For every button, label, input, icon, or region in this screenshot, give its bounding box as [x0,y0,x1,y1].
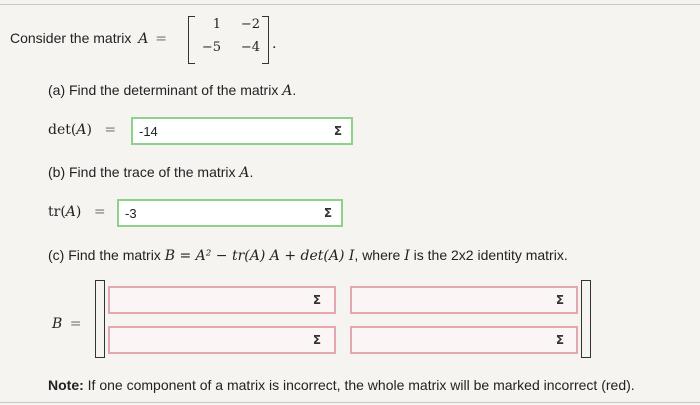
note-text: Note: If one component of a matrix is incorrect, the whole matrix will be marked incorrect (red). [48,377,635,393]
top-divider [0,4,700,5]
part-a-prompt: (a) Find the determinant of the matrix A. [48,82,297,99]
part-b-prompt: (b) Find the trace of the matrix A. [48,164,254,181]
matrix-a-right-bracket [262,16,269,64]
matrix-b-r2c2-sigma-icon[interactable]: Σ [555,333,565,347]
matrix-a-r2c1: −5 [201,40,221,55]
matrix-b-r1c2-sigma-icon[interactable]: Σ [555,293,565,307]
matrix-b-left-bracket [95,280,105,358]
matrix-b-cell-r2c1[interactable] [108,326,336,354]
trace-sigma-icon[interactable]: Σ [323,206,333,220]
det-label: det(A) = [48,122,117,138]
matrix-b-label: B = [52,316,82,332]
trace-answer-value: -3 [125,205,137,221]
bottom-divider [0,402,700,403]
matrix-b-right-bracket [581,280,591,358]
matrix-a-r1c2: −2 [240,17,260,32]
note-label: Note: [48,377,84,393]
matrix-b-r2c1-sigma-icon[interactable]: Σ [312,333,322,347]
trace-label: tr(A) = [48,204,106,220]
det-answer-field[interactable] [131,117,353,145]
matrix-b-cell-r1c1[interactable] [108,286,336,314]
matrix-a-period: . [272,36,277,52]
matrix-b-cell-r1c2[interactable] [350,286,578,314]
det-answer-value: -14 [139,123,158,139]
det-sigma-icon[interactable]: Σ [333,124,343,138]
intro-text: Consider the matrix A = [10,30,168,47]
matrix-a-left-bracket [188,16,195,64]
matrix-a-r2c2: −4 [240,40,260,55]
matrix-a-r1c1: 1 [212,17,221,32]
trace-answer-field[interactable] [117,199,343,227]
part-c-prompt: (c) Find the matrix B = A² − tr(A) A + det(A) I, where I is the 2x2 identity matrix. [48,247,568,264]
matrix-b-cell-r2c2[interactable] [350,326,578,354]
matrix-b-r1c1-sigma-icon[interactable]: Σ [312,293,322,307]
